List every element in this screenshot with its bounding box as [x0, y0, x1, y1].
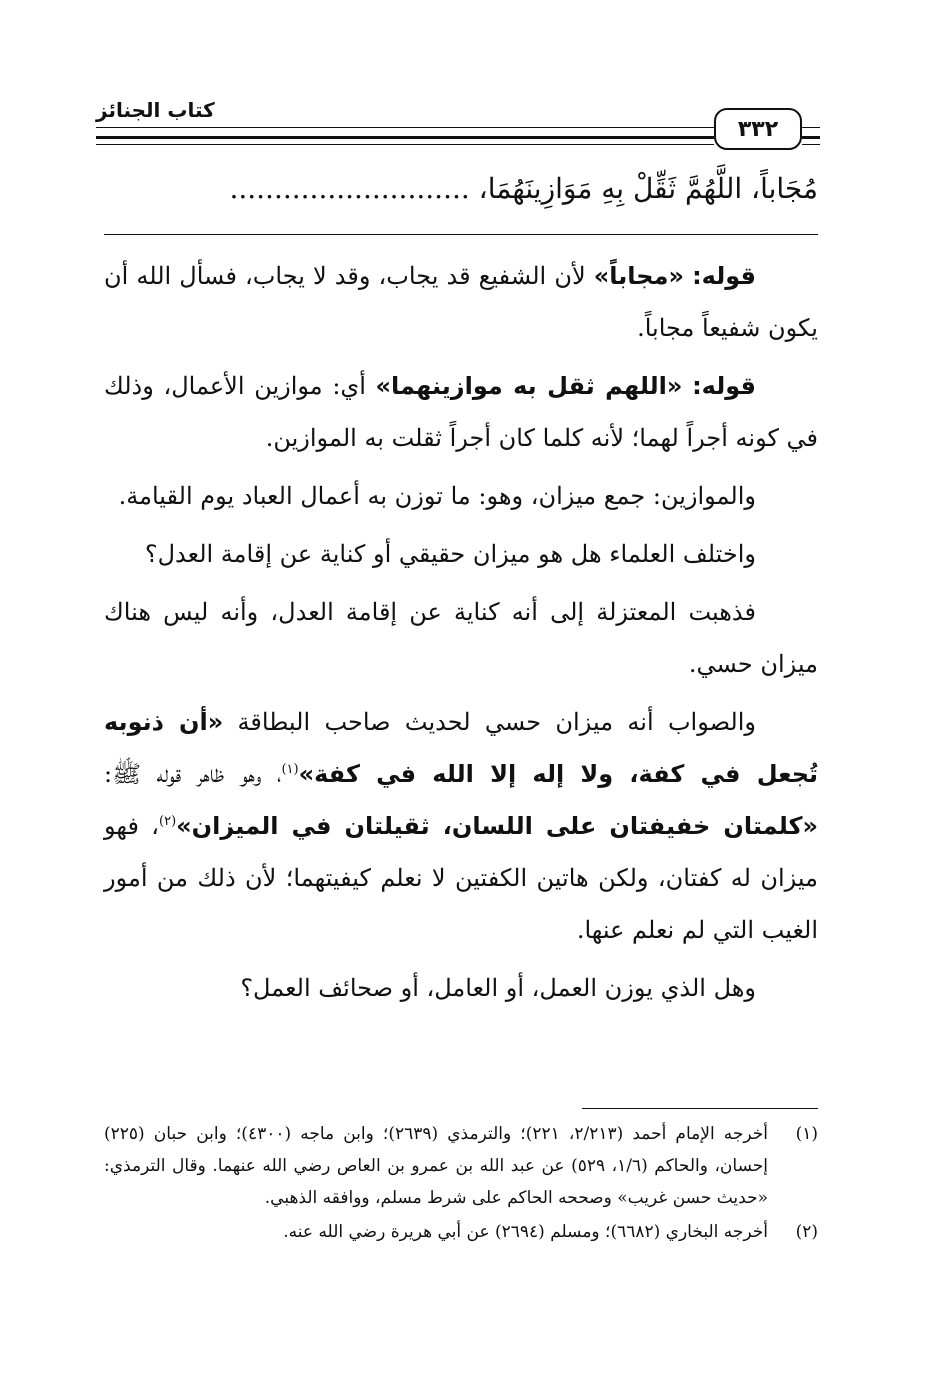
footnote-text: أخرجه الإمام أحمد (٢/٢١٣، ٢٢١)؛ والترمذي (٢٦٣٩)؛ وابن ماجه (٤٣٠٠)؛ وابن حبان (٢٢٥) إحسان، والحاكم (١/٦، ٥٢٩) عن عبد الله بن عمرو بن العاص رضي الله عنهما. وقال الترمذي: «حديث حسن غريب» وصححه الحاكم على شرط مسلم، ووافقه الذهبي. [104, 1124, 768, 1208]
header-rule-left-bottom [96, 144, 714, 145]
paragraph-4: واختلف العلماء هل هو ميزان حقيقي أو كناية عن إقامة العدل؟ [144, 540, 756, 568]
footnotes [104, 1118, 818, 1250]
matn-line [104, 172, 818, 205]
header-rule-left-mid [96, 136, 714, 139]
footnote-1 [104, 1118, 818, 1214]
header-rule-right-bottom [802, 144, 820, 145]
label-qawluh: قوله: [692, 372, 756, 400]
running-header-title: كتاب الجنائز [96, 98, 215, 122]
matn-dots: ........................... [229, 172, 470, 205]
hadith-quote: «أن ذنوبه تُجعل في كفة، ولا إله إلا الله في كفة» [104, 708, 818, 788]
footnote-ref: (٢) [159, 814, 177, 829]
paragraph-text: والصواب أنه ميزان حسي لحديث صاحب البطاقة [223, 708, 756, 736]
matn-text: مُجَاباً، اللَّهُمَّ ثَقِّلْ بِهِ مَوَازِينَهُمَا، [478, 172, 818, 205]
paragraph-text: ، فهو ميزان له كفتان، ولكن هاتين الكفتين لا نعلم كيفيتهما؛ لأن ذلك من أمور الغيب التي لم نعلم عنها. [104, 812, 818, 944]
header-rule-right-mid [802, 136, 820, 139]
quoted-term: «مجاباً» [593, 262, 684, 290]
footnote-2 [104, 1216, 818, 1248]
header-rule-left-top [96, 127, 714, 128]
footnote-number: (١) [795, 1124, 818, 1144]
paragraph-3: والموازين: جمع ميزان، وهو: ما توزن به أعمال العباد يوم القيامة. [118, 482, 756, 510]
matn-separator [104, 234, 818, 235]
footnote-number: (٢) [795, 1222, 818, 1242]
footnote-text: أخرجه البخاري (٦٦٨٢)؛ ومسلم (٢٦٩٤) عن أبي هريرة رضي الله عنه. [283, 1222, 768, 1242]
paragraph-text: أي: موازين الأعمال، وذلك في كونه أجراً لهما؛ لأنه كلما كان أجراً ثقلت به الموازين. [104, 372, 818, 452]
page-number: ٣٣٢ [737, 116, 779, 142]
paragraph-text: ، وهو ظاهر قوله ﷺ: [104, 760, 282, 788]
paragraph-5: فذهبت المعتزلة إلى أنه كناية عن إقامة العدل، وأنه ليس هناك ميزان حسي. [104, 598, 818, 678]
page-number-box [714, 108, 802, 150]
paragraph-text: لأن الشفيع قد يجاب، وقد لا يجاب، فسأل الله أن يكون شفيعاً مجاباً. [104, 262, 818, 342]
paragraph-1 [104, 250, 818, 354]
paragraph-2 [104, 360, 818, 464]
paragraph-6 [104, 696, 818, 956]
quoted-term: «اللهم ثقل به موازينهما» [375, 372, 683, 400]
label-qawluh: قوله: [692, 262, 756, 290]
footnote-ref: (١) [281, 762, 299, 777]
commentary-body [104, 250, 818, 1020]
header-rule-right-top [802, 127, 820, 128]
footnote-separator [582, 1108, 818, 1109]
paragraph-7: وهل الذي يوزن العمل، أو العامل، أو صحائف العمل؟ [240, 974, 756, 1002]
hadith-quote: «كلمتان خفيفتان على اللسان، ثقيلتان في الميزان» [176, 812, 819, 840]
